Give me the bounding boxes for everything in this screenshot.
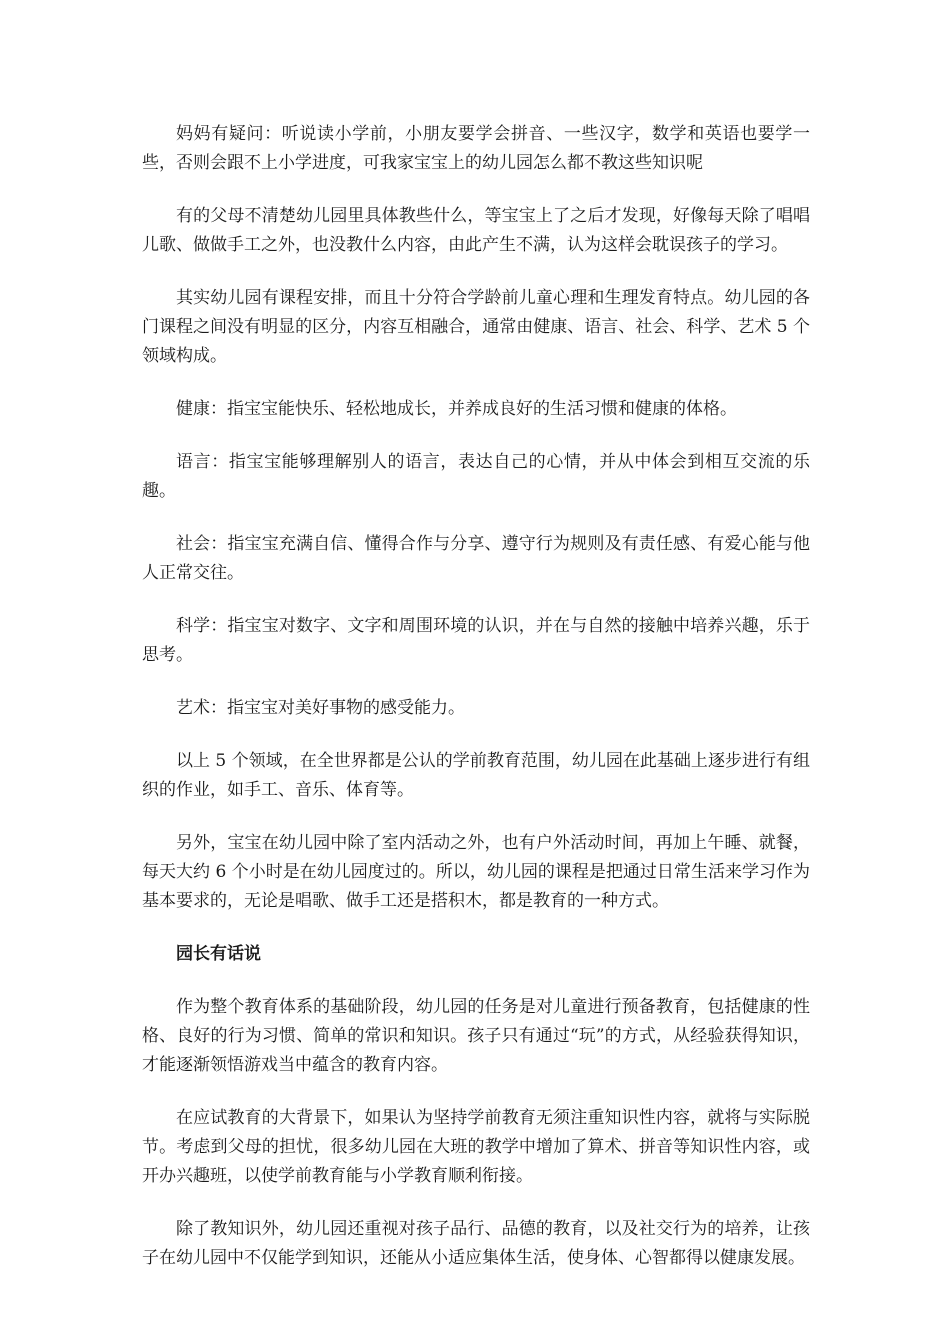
paragraph-mother-question: 妈妈有疑问：听说读小学前，小朋友要学会拼音、一些汉字，数学和英语也要学一些，否则会跟不上小学进度，可我家宝宝上的幼儿园怎么都不教这些知识呢 (142, 124, 810, 173)
paragraph-science: 科学：指宝宝对数字、文字和周围环境的认识，并在与自然的接触中培养兴趣，乐于思考。 (142, 616, 810, 665)
paragraph-daily-life: 另外，宝宝在幼儿园中除了室内活动之外，也有户外活动时间，再加上午睡、就餐，每天大约 6 个小时是在幼儿园度过的。所以，幼儿园的课程是把通过日常生活来学习作为基本要求的，无论是唱歌、做手工还是搭积木，都是教育的一种方式。 (142, 833, 810, 911)
paragraph-parents-unclear: 有的父母不清楚幼儿园里具体教些什么，等宝宝上了之后才发现，好像每天除了唱唱儿歌、做做手工之外，也没教什么内容，由此产生不满，认为这样会耽误孩子的学习。 (142, 206, 810, 255)
paragraph-foundation-stage: 作为整个教育体系的基础阶段，幼儿园的任务是对儿童进行预备教育，包括健康的性格、良好的行为习惯、简单的常识和知识。孩子只有通过“玩”的方式，从经验获得知识，才能逐渐领悟游戏当中蕴含的教育内容。 (142, 997, 810, 1075)
paragraph-society: 社会：指宝宝充满自信、懂得合作与分享、遵守行为规则及有责任感、有爱心能与他人正常交往。 (142, 534, 810, 583)
paragraph-language: 语言：指宝宝能够理解别人的语言，表达自己的心情，并从中体会到相互交流的乐趣。 (142, 452, 810, 501)
paragraph-exam-education: 在应试教育的大背景下，如果认为坚持学前教育无须注重知识性内容，就将与实际脱节。考虑到父母的担忧，很多幼儿园在大班的教学中增加了算术、拼音等知识性内容，或开办兴趣班，以使学前教育能与小学教育顺利衔接。 (142, 1108, 810, 1186)
paragraph-curriculum-overview: 其实幼儿园有课程安排，而且十分符合学龄前儿童心理和生理发育特点。幼儿园的各门课程之间没有明显的区分，内容互相融合，通常由健康、语言、社会、科学、艺术 5 个领域构成。 (142, 288, 810, 366)
document-body (142, 120, 810, 1297)
paragraph-five-domains: 以上 5 个领域，在全世界都是公认的学前教育范围，幼儿园在此基础上逐步进行有组织的作业，如手工、音乐、体育等。 (142, 751, 810, 800)
section-heading: 园长有话说 (176, 944, 261, 964)
paragraph-art: 艺术：指宝宝对美好事物的感受能力。 (176, 698, 465, 718)
paragraph-health: 健康：指宝宝能快乐、轻松地成长，并养成良好的生活习惯和健康的体格。 (176, 399, 737, 419)
paragraph-character-education: 除了教知识外，幼儿园还重视对孩子品行、品德的教育，以及社交行为的培养，让孩子在幼儿园中不仅能学到知识，还能从小适应集体生活，使身体、心智都得以健康发展。 (142, 1219, 810, 1268)
